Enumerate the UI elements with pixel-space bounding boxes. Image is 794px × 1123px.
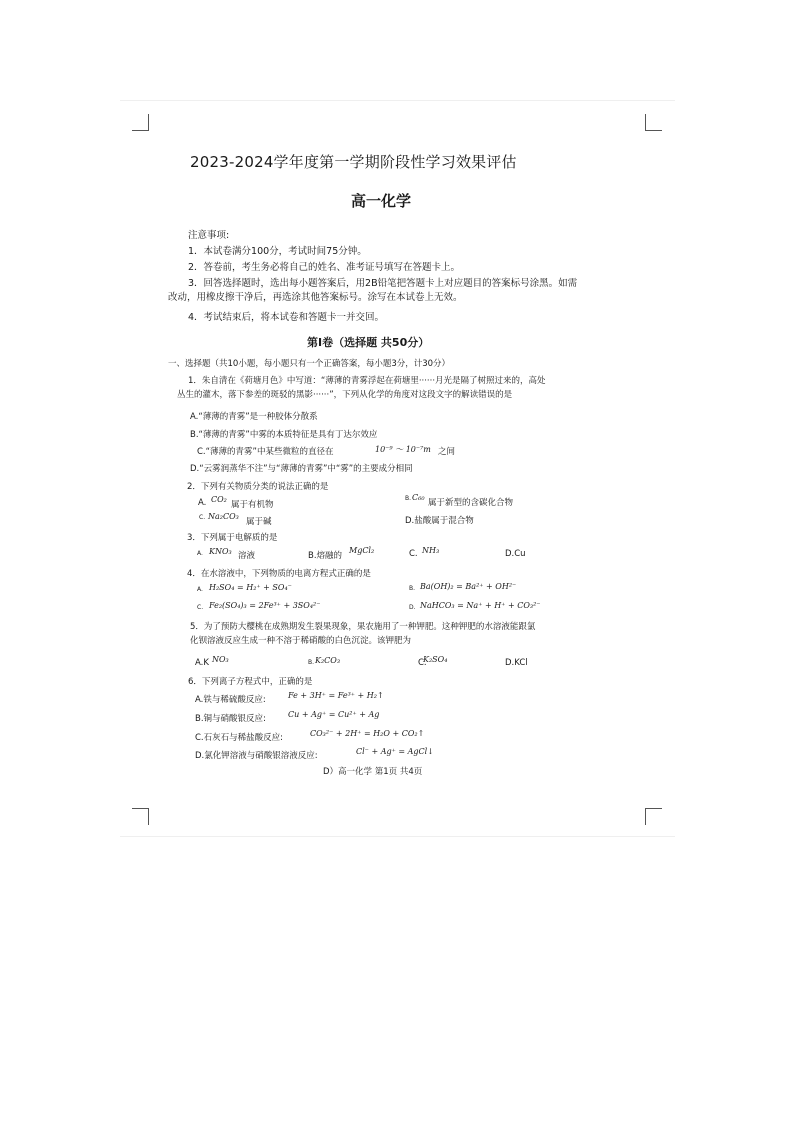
question-5-stem: 5．为了预防大樱桃在成熟期发生裂果现象，果农施用了一种钾肥。这种钾肥的水溶液能跟氯 bbox=[190, 622, 536, 632]
question-4-option-c-formula: Fe₂(SO₄)₃ = 2Fe³⁺ + 3SO₄²⁻ bbox=[209, 601, 321, 610]
question-2-option-b-text: 属于新型的含碳化合物 bbox=[428, 498, 514, 508]
question-6-option-a-formula: Fe + 3H⁺ = Fe³⁺ + H₂↑ bbox=[288, 691, 384, 700]
section-title: 第Ⅰ卷（选择题 共50分） bbox=[307, 336, 430, 349]
question-3-option-a-label: A. bbox=[197, 550, 203, 557]
question-2-option-a-formula: CO₂ bbox=[211, 495, 227, 504]
notice-item: 2．答卷前，考生务必将自己的姓名、准考证号填写在答题卡上。 bbox=[188, 262, 461, 273]
page-bottom-edge bbox=[120, 836, 675, 837]
question-2-option-a-label: A. bbox=[198, 498, 207, 508]
question-3-option-a-formula: KNO₃ bbox=[209, 547, 232, 556]
question-6-option-c-text: C.石灰石与稀盐酸反应: bbox=[195, 733, 284, 743]
subject-title: 高一化学 bbox=[351, 192, 412, 210]
question-5-option-c-label: C. bbox=[418, 658, 427, 668]
question-1-option-c-suffix: 之间 bbox=[438, 447, 456, 457]
notice-heading: 注意事项: bbox=[188, 230, 230, 241]
question-6-option-a-text: A.铁与稀硫酸反应: bbox=[195, 695, 266, 705]
question-6-option-b-formula: Cu + Ag⁺ = Cu²⁺ + Ag bbox=[288, 710, 380, 719]
question-1-option-c-formula: 10⁻⁹ ～ 10⁻⁷m bbox=[375, 445, 431, 454]
question-4-option-c-label: C. bbox=[197, 604, 204, 611]
question-5-option-b-label: B. bbox=[308, 659, 315, 666]
question-6-option-b-text: B.铜与硝酸银反应: bbox=[195, 714, 266, 724]
question-1-option-a: A.“薄薄的青雾”是一种胶体分散系 bbox=[190, 412, 318, 422]
question-4-stem: 4．在水溶液中，下列物质的电离方程式正确的是 bbox=[187, 569, 371, 579]
question-4-option-b-formula: Ba(OH)₂ = Ba²⁺ + OH²⁻ bbox=[420, 582, 517, 591]
question-6-stem: 6．下列离子方程式中，正确的是 bbox=[188, 677, 313, 687]
question-3-option-a-text: 溶液 bbox=[238, 551, 256, 561]
crop-mark-top-left bbox=[132, 114, 149, 131]
question-6-option-c-formula: CO₃²⁻ + 2H⁺ = H₂O + CO₂↑ bbox=[310, 729, 425, 738]
question-3-option-c-formula: NH₃ bbox=[422, 546, 440, 555]
question-6-option-d-formula: Cl⁻ + Ag⁺ = AgCl↓ bbox=[356, 747, 434, 756]
question-2-option-c-text: 属于碱 bbox=[246, 517, 272, 527]
question-1-stem: 丛生的灌木，落下参差的斑驳的黑影······”，下列从化学的角度对这段文字的解读错误的是 bbox=[177, 390, 513, 400]
question-3-option-b-formula: MgCl₂ bbox=[349, 546, 375, 555]
question-5-option-d: D.KCl bbox=[505, 658, 528, 668]
notice-item: 改动，用橡皮擦干净后，再选涂其他答案标号。涂写在本试卷上无效。 bbox=[168, 292, 463, 303]
notice-item: 1．本试卷满分100分，考试时间75分钟。 bbox=[188, 246, 367, 257]
question-5-option-c-formula: K₂SO₄ bbox=[423, 655, 448, 664]
question-4-option-d-formula: NaHCO₃ = Na⁺ + H⁺ + CO₃²⁻ bbox=[420, 601, 541, 610]
question-3-option-b-text: B.熔融的 bbox=[308, 551, 343, 561]
notice-item: 3．回答选择题时，选出每小题答案后，用2B铅笔把答题卡上对应题目的答案标号涂黑。如需 bbox=[188, 278, 578, 289]
question-6-option-d-text: D.氯化钾溶液与硝酸银溶液反应: bbox=[195, 751, 318, 761]
question-1-option-d: D.“云雾润蒸华不注”与“薄薄的青雾”中“雾”的主要成分相同 bbox=[190, 464, 413, 474]
question-5-stem: 化钡溶液反应生成一种不溶于稀硝酸的白色沉淀。该钾肥为 bbox=[190, 636, 412, 646]
question-5-option-b-formula: K₂CO₃ bbox=[315, 656, 341, 665]
question-2-option-d: D.盐酸属于混合物 bbox=[405, 516, 474, 526]
question-2-option-b-label: B. bbox=[405, 495, 412, 502]
question-2-option-c-label: C. bbox=[199, 514, 206, 521]
page-footer: D）高一化学 第1页 共4页 bbox=[323, 767, 423, 777]
question-4-option-d-label: D. bbox=[409, 604, 416, 611]
crop-mark-top-right bbox=[645, 114, 662, 131]
question-2-option-c-formula: Na₂CO₃ bbox=[208, 512, 239, 521]
question-2-stem: 2．下列有关物质分类的说法正确的是 bbox=[187, 482, 329, 492]
question-1-option-c: C.“薄薄的青雾”中某些微粒的直径在 bbox=[197, 447, 334, 457]
question-5-option-a-formula: NO₃ bbox=[212, 655, 229, 664]
question-5-option-a-label: A.K bbox=[195, 658, 209, 668]
question-4-option-a-formula: H₂SO₄ = H₂⁺ + SO₄⁻ bbox=[209, 583, 292, 592]
crop-mark-bottom-left bbox=[132, 808, 149, 825]
crop-mark-bottom-right bbox=[645, 808, 662, 825]
question-3-option-c-label: C. bbox=[409, 549, 418, 559]
question-1-option-b: B.“薄薄的青雾”中雾的本质特征是具有丁达尔效应 bbox=[190, 430, 378, 440]
question-4-option-b-label: B. bbox=[409, 585, 416, 592]
question-4-option-a-label: A. bbox=[197, 586, 203, 593]
part-heading: 一、选择题（共10小题，每小题只有一个正确答案，每小题3分，计30分） bbox=[168, 359, 451, 369]
question-3-stem: 3．下列属于电解质的是 bbox=[187, 533, 278, 543]
exam-title: 2023-2024学年度第一学期阶段性学习效果评估 bbox=[190, 153, 517, 171]
notice-item: 4．考试结束后，将本试卷和答题卡一并交回。 bbox=[188, 312, 385, 323]
question-2-option-a-text: 属于有机物 bbox=[231, 500, 274, 510]
question-1-stem: 1．朱自清在《荷塘月色》中写道：“薄薄的青雾浮起在荷塘里······月光是隔了树照过来的，高处 bbox=[188, 376, 546, 386]
page-top-edge bbox=[120, 100, 675, 101]
question-3-option-d: D.Cu bbox=[505, 549, 526, 559]
question-2-option-b-formula: C₆₀ bbox=[412, 493, 425, 502]
